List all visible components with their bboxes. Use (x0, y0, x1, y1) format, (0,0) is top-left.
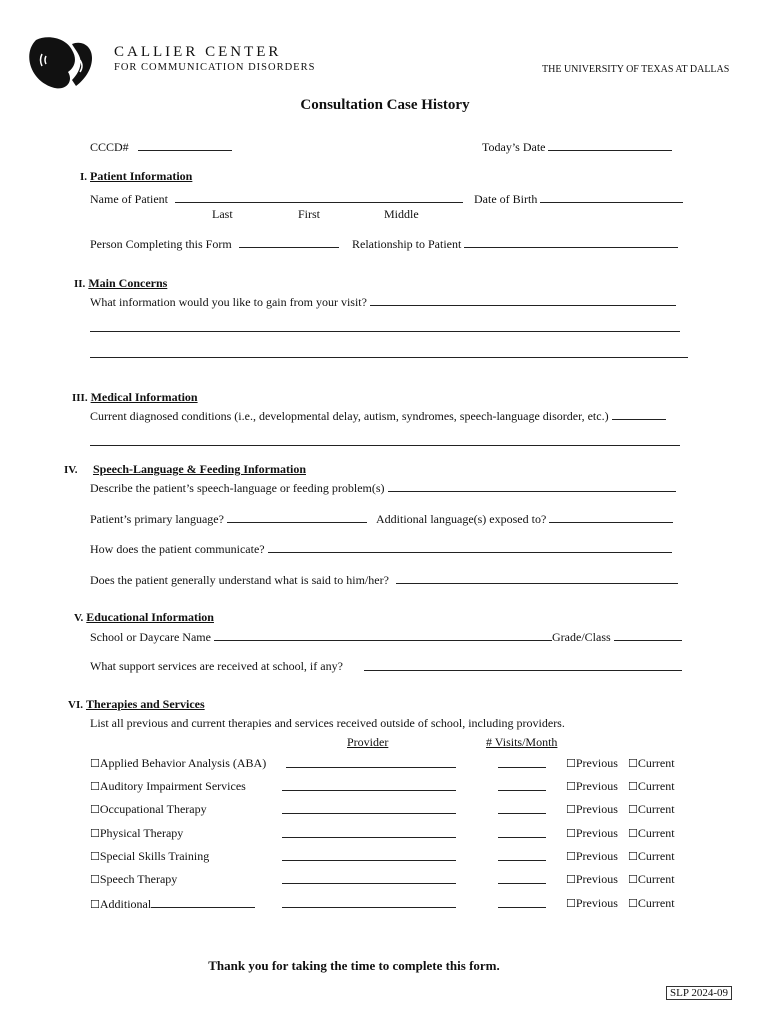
last-label: Last (212, 207, 233, 221)
communicate-field[interactable] (268, 541, 672, 553)
conditions-field-line2[interactable] (90, 434, 680, 446)
current-label: Current (637, 779, 675, 793)
provider-field[interactable] (282, 826, 456, 838)
therapy-label: Auditory Impairment Services (99, 779, 246, 793)
therapy-label: Physical Therapy (99, 826, 184, 840)
school-field[interactable] (214, 629, 552, 641)
problem-field[interactable] (388, 480, 676, 492)
person-completing-field[interactable] (239, 236, 339, 248)
section-number: V. (74, 612, 84, 624)
person-completing-label: Person Completing this Form (90, 237, 232, 251)
therapy-row (90, 849, 209, 864)
provider-field[interactable] (282, 896, 456, 908)
grade-field[interactable] (614, 629, 682, 641)
current-label: Current (637, 756, 675, 770)
therapy-label: Occupational Therapy (99, 802, 207, 816)
dob-field[interactable] (540, 191, 683, 203)
current-checkbox[interactable]: ☐ (628, 850, 638, 863)
conditions-question: Current diagnosed conditions (i.e., developmental delay, autism, syndromes, speech-language disorder, etc.) (90, 409, 609, 423)
previous-label: Previous (575, 826, 618, 840)
section-number: IV. (64, 464, 78, 476)
previous-label: Previous (575, 849, 618, 863)
form-code: SLP 2024-09 (666, 986, 732, 1000)
previous-label: Previous (575, 802, 618, 816)
previous-label: Previous (575, 872, 618, 886)
current-checkbox[interactable]: ☐ (628, 780, 638, 793)
previous-checkbox[interactable]: ☐ (566, 757, 576, 770)
current-label: Current (637, 849, 675, 863)
form-title: Consultation Case History (300, 97, 470, 113)
provider-field[interactable] (282, 779, 456, 791)
section-number: II. (74, 278, 86, 290)
grade-label: Grade/Class (552, 630, 611, 644)
brand-subtitle: FOR COMMUNICATION DISORDERS (114, 62, 316, 73)
todays-date-field[interactable] (548, 139, 672, 151)
current-label: Current (637, 872, 675, 886)
section-heading: Therapies and Services (85, 697, 205, 711)
therapy-checkbox[interactable]: ☐ (90, 757, 100, 770)
therapy-checkbox[interactable]: ☐ (90, 780, 100, 793)
section-number: VI. (68, 699, 83, 711)
section-heading: Main Concerns (88, 276, 168, 290)
therapy-row (90, 756, 266, 771)
previous-checkbox[interactable]: ☐ (566, 780, 576, 793)
therapy-checkbox[interactable]: ☐ (90, 898, 100, 911)
therapy-checkbox[interactable]: ☐ (90, 873, 100, 886)
university-name: THE UNIVERSITY OF TEXAS AT DALLAS (542, 64, 730, 75)
visits-field[interactable] (498, 872, 546, 884)
therapy-checkbox[interactable]: ☐ (90, 850, 100, 863)
previous-label: Previous (575, 896, 618, 910)
current-checkbox[interactable]: ☐ (628, 897, 638, 910)
cccd-label: CCCD# (90, 140, 129, 154)
therapy-label: Additional (99, 897, 152, 911)
current-checkbox[interactable]: ☐ (628, 873, 638, 886)
understand-question: Does the patient generally understand what is said to him/her? (90, 573, 389, 587)
concerns-field-line3[interactable] (90, 346, 688, 358)
todays-date-label: Today’s Date (482, 140, 546, 154)
patient-name-label: Name of Patient (90, 192, 168, 206)
current-checkbox[interactable]: ☐ (628, 827, 638, 840)
therapy-checkbox[interactable]: ☐ (90, 827, 100, 840)
therapy-label: Special Skills Training (99, 849, 210, 863)
section-number: I. (80, 171, 88, 183)
provider-field[interactable] (282, 849, 456, 861)
concerns-question: What information would you like to gain from your visit? (90, 295, 367, 309)
therapy-label: Applied Behavior Analysis (ABA) (99, 756, 267, 770)
visits-field[interactable] (498, 849, 546, 861)
primary-language-label: Patient’s primary language? (90, 512, 224, 526)
school-label: School or Daycare Name (90, 630, 211, 644)
relationship-label: Relationship to Patient (352, 237, 462, 251)
brand-name: CALLIER CENTER (114, 44, 282, 60)
therapy-row (90, 872, 177, 887)
patient-name-field[interactable] (175, 191, 463, 203)
current-checkbox[interactable]: ☐ (628, 803, 638, 816)
first-label: First (298, 207, 321, 221)
section-heading: Medical Information (90, 390, 198, 404)
current-label: Current (637, 826, 675, 840)
previous-checkbox[interactable]: ☐ (566, 803, 576, 816)
concerns-field[interactable] (370, 294, 676, 306)
conditions-field[interactable] (612, 408, 666, 420)
previous-label: Previous (575, 779, 618, 793)
provider-field[interactable] (286, 756, 456, 768)
visits-field[interactable] (498, 779, 546, 791)
current-label: Current (637, 896, 675, 910)
provider-column-header: Provider (347, 735, 389, 749)
therapy-label: Speech Therapy (99, 872, 178, 886)
provider-field[interactable] (282, 802, 456, 814)
thank-you-message: Thank you for taking the time to complete this form. (208, 958, 500, 973)
visits-field[interactable] (498, 756, 546, 768)
additional-therapy-field[interactable] (151, 896, 255, 908)
therapy-row (90, 779, 246, 794)
section-number: III. (72, 392, 88, 404)
visits-column-header: # Visits/Month (486, 735, 558, 749)
previous-checkbox[interactable]: ☐ (566, 850, 576, 863)
concerns-field-line2[interactable] (90, 320, 680, 332)
additional-language-field[interactable] (549, 511, 673, 523)
provider-field[interactable] (282, 872, 456, 884)
cccd-field[interactable] (138, 139, 232, 151)
therapies-intro: List all previous and current therapies and services received outside of school, including providers. (90, 716, 565, 730)
dob-label: Date of Birth (474, 192, 538, 206)
therapy-row (90, 896, 255, 912)
additional-language-label: Additional language(s) exposed to? (376, 512, 547, 526)
understand-field[interactable] (396, 572, 678, 584)
section-heading: Speech-Language & Feeding Information (93, 462, 306, 476)
support-question: What support services are received at school, if any? (90, 659, 343, 673)
section-heading: Educational Information (86, 610, 214, 624)
relationship-field[interactable] (464, 236, 678, 248)
previous-checkbox[interactable]: ☐ (566, 827, 576, 840)
section-heading: Patient Information (90, 169, 193, 183)
communicate-question: How does the patient communicate? (90, 542, 265, 556)
visits-field[interactable] (498, 826, 546, 838)
visits-field[interactable] (498, 896, 546, 908)
current-label: Current (637, 802, 675, 816)
therapy-checkbox[interactable]: ☐ (90, 803, 100, 816)
visits-field[interactable] (498, 802, 546, 814)
middle-label: Middle (384, 207, 419, 221)
previous-checkbox[interactable]: ☐ (566, 897, 576, 910)
primary-language-field[interactable] (227, 511, 367, 523)
previous-label: Previous (575, 756, 618, 770)
problem-question: Describe the patient’s speech-language or feeding problem(s) (90, 481, 385, 495)
callier-head-logo-icon (28, 36, 94, 90)
current-checkbox[interactable]: ☐ (628, 757, 638, 770)
therapy-row (90, 826, 183, 841)
therapy-row (90, 802, 207, 817)
previous-checkbox[interactable]: ☐ (566, 873, 576, 886)
support-field[interactable] (364, 659, 682, 671)
